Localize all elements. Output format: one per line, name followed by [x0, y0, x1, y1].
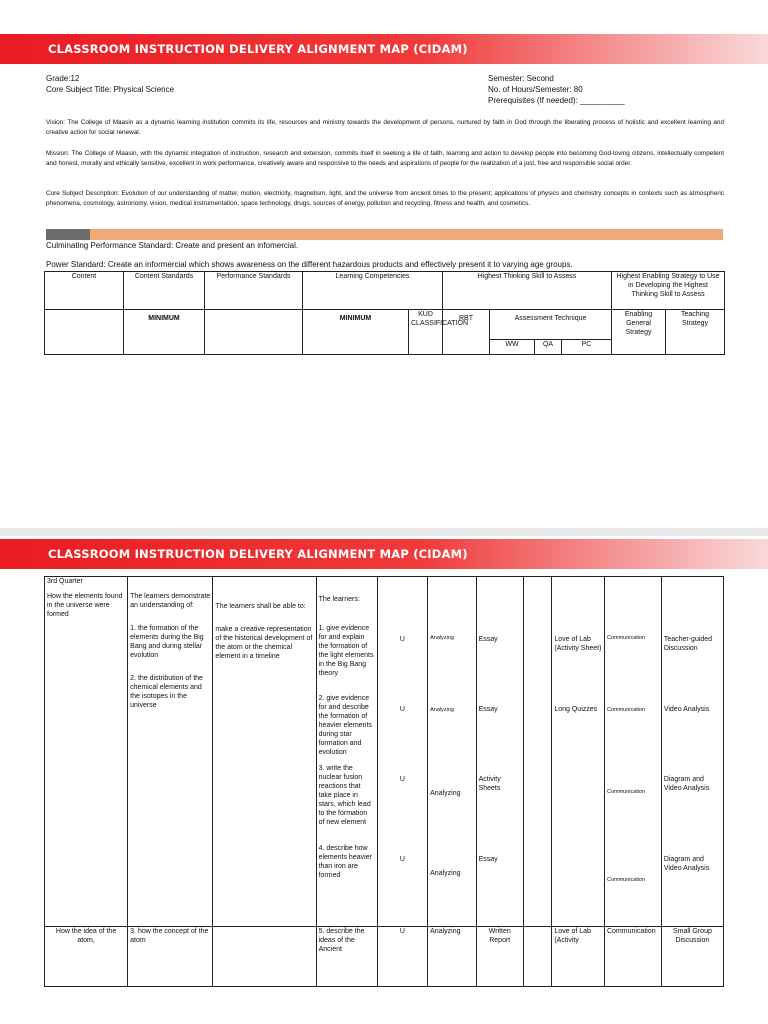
lc-item-4: 4. describe how elements heavier than iron are formed [318, 845, 372, 879]
rbt-1: Analyzing [430, 635, 454, 641]
rbt-4: Analyzing [430, 870, 461, 877]
hours-label: No. of Hours/Semester: 80 [488, 85, 583, 94]
banner-title: CLASSROOM INSTRUCTION DELIVERY ALIGNMENT MAP (CIDAM) [48, 42, 468, 56]
mission-text: Mission: The College of Maasin, with the dynamic integration of instruction, research and extension, commits itself in seeking a life of faith, learning and action to develop people into becoming God-loving citizens, intellectually competent and honest, morally and ethically sensitive, excellent in work performance, creatively aware and responsive to the needs and aspirations of people for the realization of a just, free and responsible social order. [46, 150, 724, 167]
rbt-label: RBT [443, 310, 490, 355]
lc-intro: The learners: [318, 596, 360, 603]
tech-1: Essay [478, 636, 498, 643]
cs-item-2: 2. the distribution of the chemical elements and the isotopes in the universe [130, 675, 203, 709]
teaching-strategy-cell [661, 577, 723, 927]
assessment-technique: Assessment Technique [490, 310, 612, 340]
assessment-cell [476, 577, 523, 927]
tech-2: Essay [478, 706, 498, 713]
divider-accent [46, 229, 90, 240]
col-content: Content [45, 272, 124, 310]
rbt-2: Analyzing [430, 707, 454, 713]
enabling-2: Communication [606, 707, 646, 713]
cs-item-1: 1. the formation of the elements during the Big Bang and during stellar evolution [130, 625, 204, 659]
section-divider-bar [46, 229, 723, 240]
blank-cell [523, 577, 551, 927]
kud-1: U [399, 636, 405, 643]
quarter-label: 3rd Quarter [47, 578, 83, 585]
cs-item-3: 3. how the concept of the atom [128, 927, 213, 987]
kud-classification: KUD CLASSIFICATION [409, 310, 443, 355]
qa-label: QA [535, 340, 562, 355]
general-5: Love of Lab (Activity [552, 927, 605, 987]
content-blank [45, 310, 124, 355]
page-banner [0, 34, 768, 64]
kud-5: U [377, 927, 428, 987]
kud-3: U [399, 776, 405, 783]
col-content-standards: Content Standards [124, 272, 205, 310]
enabling-general-strategy: Enabling General Strategy [612, 310, 666, 355]
learning-competencies-cell [316, 577, 377, 927]
prerequisites-label: Prerequisites (If needed): __________ [488, 96, 625, 105]
ps-intro: The learners shall be able to: [215, 603, 306, 610]
cs-minimum: MINIMUM [124, 310, 205, 355]
cidam-body-table [44, 576, 724, 987]
teaching-4: Diagram and Video Analysis [663, 856, 710, 872]
enabling-strategy-cell [604, 577, 661, 927]
vision-text: Vision: The College of Maasin as a dynamic learning institution commits its life, resources and ministry towards the development of persons, nurtured by faith in God through the liberating process of holistic and excellent learning and creative action for social renewal. [46, 119, 724, 136]
content-topic-2: How the idea of the atom, [45, 927, 128, 987]
document-page-2 [0, 536, 768, 1024]
teaching-strategy: Teaching Strategy [666, 310, 725, 355]
blank-cell-2 [523, 927, 551, 987]
core-subject-description: Core Subject Description: Evolution of our understanding of matter, motion, electricity, magnetism, light, and the universe from ancient times to the present; applications of physics and chemistry concepts in contexts such as atmospheric phenomena, cosmology, astronomy, vision, medical instrumentation, space technology, drugs, sources of energy, pollution and recycling, fitness and health, and cosmetics. [46, 190, 724, 207]
tech-3: Activity Sheets [478, 776, 501, 792]
pc-label: PC [562, 340, 612, 355]
lc-item-5: 5. describe the ideas of the Ancient [316, 927, 377, 987]
content-cell [45, 577, 128, 927]
teaching-2: Video Analysis [663, 706, 710, 713]
ps-blank-2 [213, 927, 316, 987]
lc-item-1: 1. give evidence for and explain the formation of the light elements in the Big Bang theory [318, 625, 374, 677]
rbt-5: Analyzing [428, 927, 476, 987]
col-highest-enabling-strategy: Highest Enabling Strategy to Use in Developing the Highest Thinking Skill to Assess [612, 272, 725, 310]
banner-title: CLASSROOM INSTRUCTION DELIVERY ALIGNMENT MAP (CIDAM) [48, 547, 468, 561]
general-1: Love of Lab (Activity Sheet) [554, 636, 602, 652]
ww-label: WW [490, 340, 535, 355]
content-standards-cell [128, 577, 213, 927]
col-highest-thinking-skill: Highest Thinking Skill to Assess [443, 272, 612, 310]
tech-4: Essay [478, 856, 498, 863]
culminating-standard: Culminating Performance Standard: Create and present an infomercial. [46, 241, 299, 250]
power-standard: Power Standard: Create an informercial which shows awareness on the different hazardous products and effectively present it to varying age groups. [46, 260, 573, 269]
lc-minimum: MINIMUM [303, 310, 409, 355]
teaching-3: Diagram and Video Analysis [663, 776, 710, 792]
kud-4: U [399, 856, 405, 863]
kud-2: U [399, 706, 405, 713]
rbt-3: Analyzing [430, 790, 461, 797]
cidam-header-table [44, 271, 725, 355]
general-strategy-cell [552, 577, 605, 927]
grade-label: Grade:12 [46, 74, 80, 83]
lc-item-3: 3. write the nuclear fusion reactions that take place in stars, which lead to the formation of new element [318, 765, 371, 826]
performance-standards-cell [213, 577, 316, 927]
enabling-4: Communication [606, 877, 646, 883]
ps-blank [205, 310, 303, 355]
col-performance-standards: Performance Standards [205, 272, 303, 310]
cs-intro: The learners demonstrate an understanding of: [130, 593, 211, 609]
page-banner [0, 539, 768, 569]
col-learning-competencies: Learning Competencies [303, 272, 443, 310]
lc-item-2: 2. give evidence for and describe the formation of heavier elements during star formation and evolution [318, 695, 372, 756]
core-subject-title: Core Subject Title: Physical Science [46, 85, 175, 94]
ps-item-1: make a creative representation of the historical development of the atom or the chemical element in a timeline [215, 626, 313, 660]
content-topic-1: How the elements found in the universe were formed [47, 593, 123, 618]
rbt-cell [428, 577, 476, 927]
enabling-1: Communication [606, 635, 646, 641]
enabling-3: Communication [606, 789, 646, 795]
semester-label: Semester: Second [488, 74, 554, 83]
general-2: Long Quizzes [554, 706, 598, 713]
teaching-1: Teacher-guided Discussion [663, 636, 713, 652]
enabling-5: Communication [604, 927, 661, 987]
teaching-5: Small Group Discussion [661, 927, 723, 987]
kud-cell [377, 577, 428, 927]
tech-5: Written Report [476, 927, 523, 987]
